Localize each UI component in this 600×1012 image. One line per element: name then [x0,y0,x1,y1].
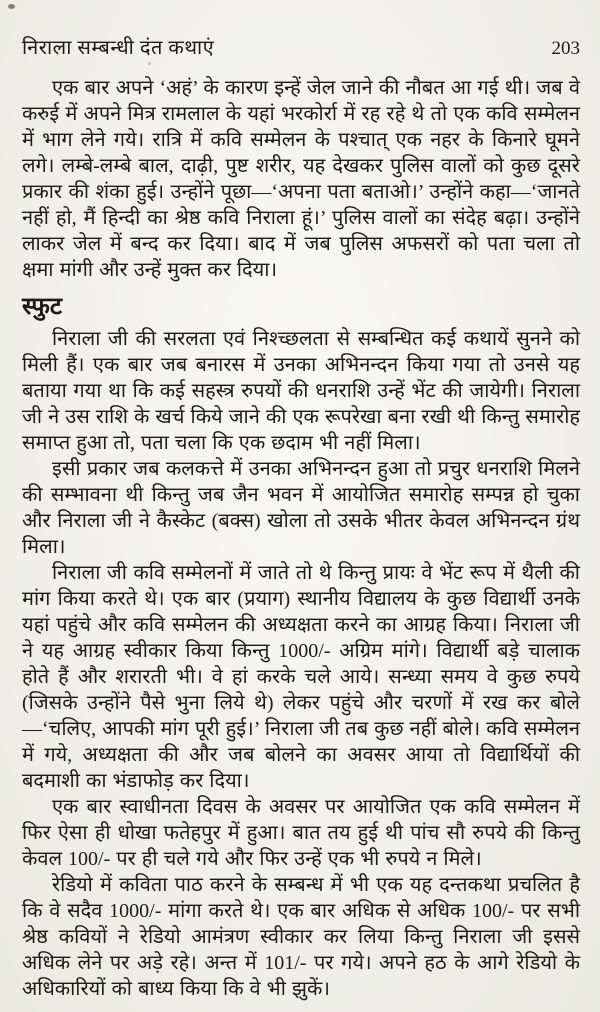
page-number: 203 [551,38,580,59]
scan-artifact [148,62,151,65]
paragraph-jail-anecdote: एक बार अपने ‘अहं’ के कारण इन्हें जेल जाने की नौबत आ गई थी। जब वे करुई में अपने मित्र रामलाल के यहां भरकोर्रा में रह रहे थे तो एक कवि सम्मेलन में भाग लेने गये। रात्रि में कवि सम्मेलन के पश्चात् एक नहर के किनारे घूमने लगे। लम्बे-लम्बे बाल, दाढ़ी, पुष्ट शरीर, यह देखकर पुलिस वालों को कुछ दूसरे प्रकार की शंका हुई। उन्होंने पूछा—‘अपना पता बताओ।’ उन्होंने कहा—‘जानते नहीं हो, मैं हिन्दी का श्रेष्ठ कवि निराला हूं।’ पुलिस वालों का संदेह बढ़ा। उन्होंने लाकर जेल में बन्द कर दिया। बाद में जब पुलिस अफसरों को पता चला तो क्षमा मांगी और उन्हें मुक्त कर दिया। [22,77,580,281]
scan-artifact [330,886,333,890]
chapter-title: निराला सम्बन्धी दंत कथाएं [22,37,215,59]
paragraph-fatehpur-deception: एक बार स्वाधीनता दिवस के अवसर पर आयोजित एक कवि सम्मेलन में फिर ऐसा ही धोखा फतेहपुर में हुआ। बात तय हुई थी पांच सौ रुपये की किन्तु केवल 100/- पर ही चले गये और फिर उन्हें एक भी रुपये न मिले। [22,796,580,870]
running-header [22,34,580,63]
paragraph-students-prank: निराला जी कवि सम्मेलनों में जाते तो थे किन्तु प्रायः वे भेंट रूप में थैली की मांग किया करते थे। एक बार (प्रयाग) स्थानीय विद्यालय के कुछ विद्यार्थी उनके यहां पहुंचे और कवि सम्मेलन की अध्यक्षता करने का आग्रह किया। निराला जी ने यह आग्रह स्वीकार किया किन्तु 1000/- अग्रिम मांगे। विद्यार्थी बड़े चालाक होते हैं और शरारती भी। वे हां करके चले आये। सन्ध्या समय वे कुछ रुपये (जिसके उन्होंने पैसे भुना लिये थे) लेकर पहुंचे और चरणों में रख कर बोले—‘चलिए, आपकी मांग पूरी हुई।’ निराला जी तब कुछ नहीं बोले। कवि सम्मेलन में गये, अध्यक्षता की और जब बोलने का अवसर आया तो विद्यार्थियों की बदमाशी का भंडाफोड़ कर दिया। [22,562,580,792]
scan-artifact [8,4,15,9]
paragraph-calcutta-felicitation: इसी प्रकार जब कलकत्ते में उनका अभिनन्दन हुआ तो प्रचुर धनराशि मिलने की सम्भावना थी किन्तु जब जैन भवन में आयोजित समारोह सम्पन्न हो चुका और निराला जी ने कैस्केट (बक्स) खोला तो उसके भीतर केवल अभिनन्दन ग्रंथ मिला। [22,458,580,558]
paragraph-banaras-felicitation: निराला जी की सरलता एवं निश्च्छलता से सम्बन्धित कई कथायें सुनने को मिली हैं। एक बार जब बनारस में उनका अभिनन्दन किया गया तो उनसे यह बताया गया था कि कई सहस्त्र रुपयों की धनराशि उन्हें भेंट की जायेगी। निराला जी ने उस राशि के खर्च किये जाने की एक रूपरेखा बना रखी थी किन्तु समारोह समाप्त हुआ तो, पता चला कि एक छदाम भी नहीं मिला। [22,328,580,454]
paragraph-radio-fee: रेडियो में कविता पाठ करने के सम्बन्ध में भी एक यह दन्तकथा प्रचलित है कि वे सदैव 1000/- मांगा करते थे। एक बार अधिक से अधिक 100/- पर सभी श्रेष्ठ कवियों ने रेडियो आमंत्रण स्वीकार कर लिया किन्तु निराला जी इससे अधिक लेने पर अड़े रहे। अन्त में 101/- पर गये। अपने हठ के आगे रेडियो के अधिकारियों को बाध्य किया कि वे भी झुकें। [22,874,580,1000]
body-text [22,75,580,1002]
section-heading-sphut: स्फुट [22,294,62,320]
